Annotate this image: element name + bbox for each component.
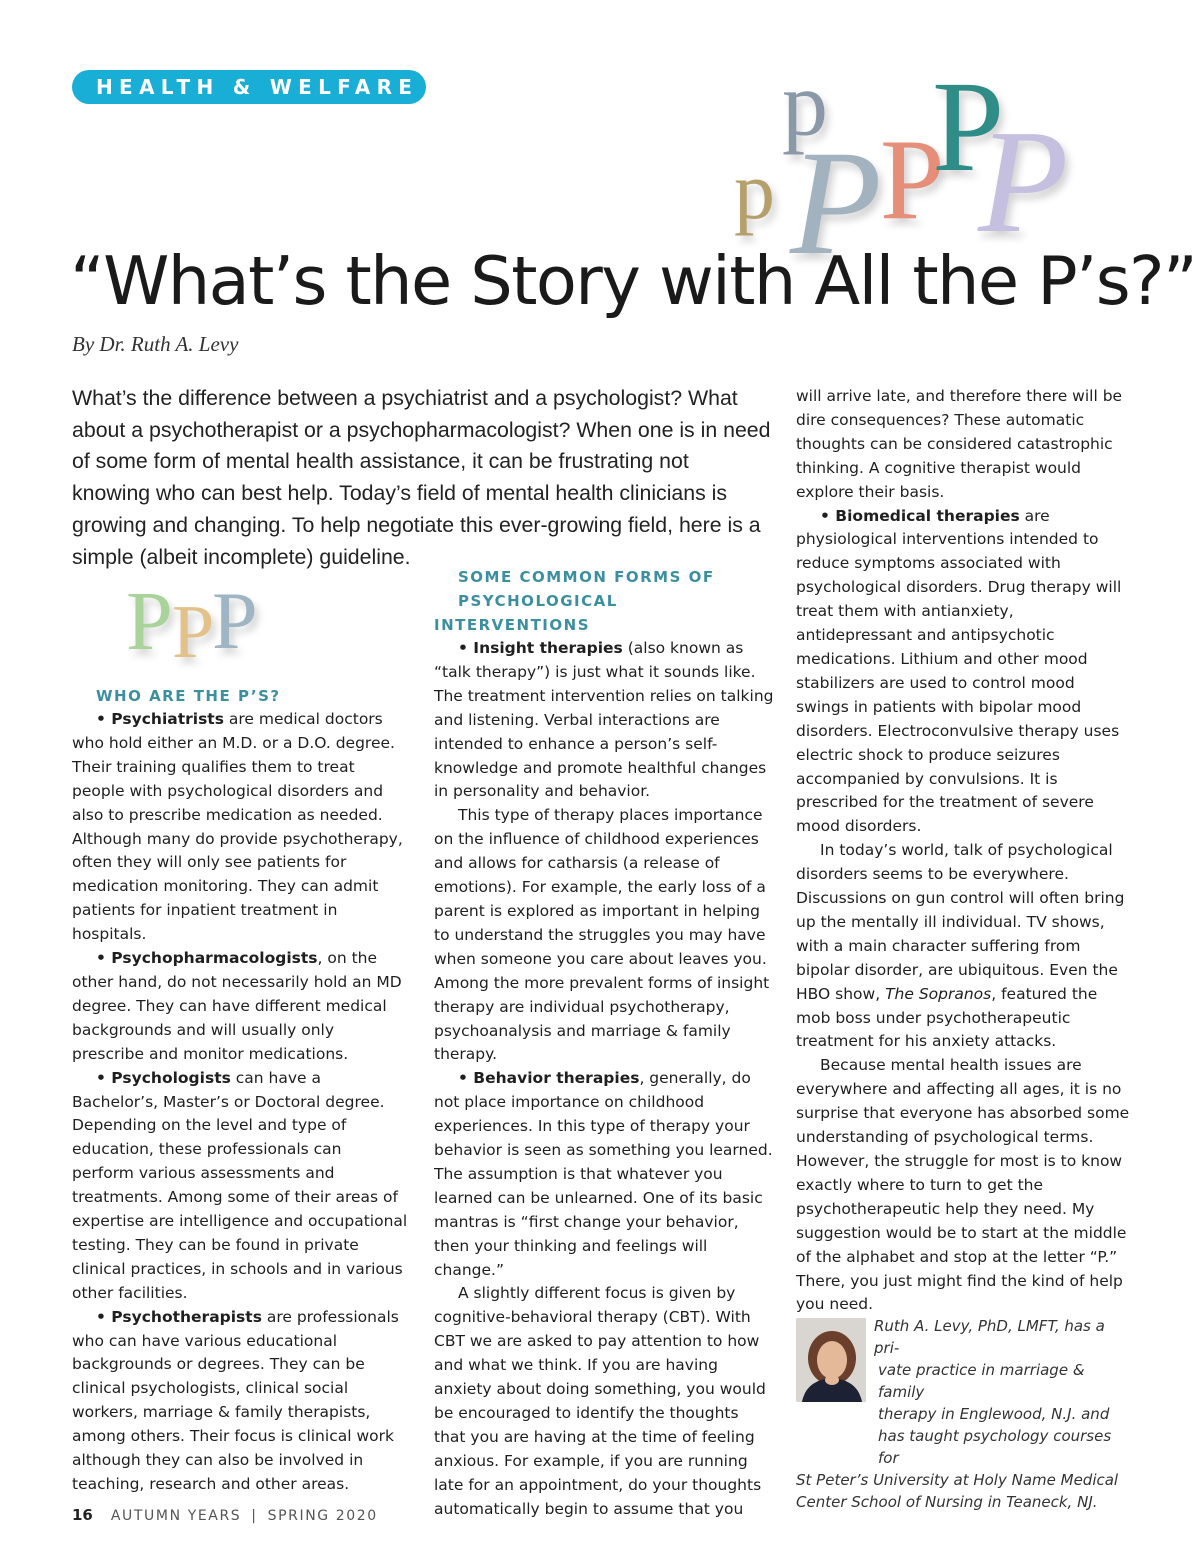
art-letter: P	[172, 590, 215, 674]
show-title: The Sopranos	[885, 984, 992, 1003]
bio-line: vate practice in marriage & family	[878, 1361, 1085, 1401]
art-letter: P	[790, 120, 882, 286]
paragraph-text: (also known as “talk therapy”) is just what it sounds like. The treatment intervention relies on talking and listening. Verbal interactions are intended to enhance a person’s self-knowledge and promote healthful changes in personality and behavior.	[434, 639, 774, 801]
paragraph-text: can have a Bachelor’s, Master’s or Doctoral degree. Depending on the level and type of education, these professionals can perform various assessments and treatments. Among some of their areas of expertise are intelligence and occupational testing. They can be found in private clinical practices, in schools and in various other facilities.	[72, 1068, 408, 1302]
art-letter: P	[126, 575, 173, 668]
paragraph-text: are professionals who can have various educational backgrounds or degrees. They can be clinical psychologists, clinical social workers, marriage & family therapists, among others. Their focus is clinical work although they can also be involved in teaching, research and other areas.	[72, 1307, 399, 1493]
section-heading: PSYCHOLOGICAL INTERVENTIONS	[434, 592, 618, 634]
term: • Biomedical therapies	[820, 506, 1020, 525]
paragraph-text: In today’s world, talk of psychological disorders seems to be everywhere. Discussions on gun control will often bring up the mentally ill individual. TV shows, with a main character suffering from bipolar disorder, are ubiquitous. Even the HBO show,	[796, 841, 1125, 1003]
decorative-p-letters-top	[720, 50, 1120, 286]
publication-name: AUTUMN YEARS	[110, 1508, 242, 1524]
paragraph	[434, 1067, 774, 1282]
column-1	[72, 684, 408, 1497]
page-number: 16	[72, 1506, 93, 1524]
section-label: HEALTH & WELFARE	[72, 70, 426, 104]
paragraph-text: , featured the mob boss under psychotherapeutic treatment for his anxiety attacks.	[796, 984, 1098, 1051]
bio-line: Center School of Nursing in Teaneck, NJ.	[796, 1493, 1098, 1511]
author-photo	[796, 1318, 866, 1402]
paragraph-text: are medical doctors who hold either an M.D. or a D.O. degree. Their training qualifies them to treat people with psychological disorders and also to prescribe medication as needed. Although many do provide psychotherapy, often they will only see patients for medication monitoring. They can admit patients for inpatient treatment in hospitals.	[72, 710, 403, 944]
column-3	[796, 385, 1130, 1317]
author-bio	[796, 1315, 1130, 1513]
footer-separator: |	[251, 1508, 258, 1524]
paragraph-text: , generally, do not place importance on childhood experiences. In this type of therapy your behavior is seen as something you learned. The assumption is that whatever you learned can be unlearned. One of its basic mantras is “first change your behavior, then your thinking and feelings will change.”	[434, 1069, 773, 1279]
term: • Psychiatrists	[96, 710, 224, 728]
paragraph: A slightly different focus is given by cognitive-behavioral therapy (CBT). With CBT we are asked to pay attention to how and what we think. If you are having anxiety about doing something, you would be encouraged to identify the thoughts that you are having at the time of feeling anxious. For example, if you are running late for an appointment, do your thoughts automatically begin to assume that you	[434, 1284, 766, 1518]
section-heading: WHO ARE THE P’S?	[96, 687, 281, 705]
paragraph: will arrive late, and therefore there will be dire consequences? These automatic thoughts can be considered catastrophic thinking. A cognitive therapist would explore their basis.	[796, 387, 1123, 501]
paragraph	[72, 947, 408, 1067]
term: • Psychopharmacologists	[96, 949, 318, 968]
paragraph	[72, 1306, 408, 1497]
intro-paragraph: What’s the difference between a psychiatrist and a psychologist? What about a psychotherapist or a psychopharmacologist? When one is in need of some form of mental health assistance, it can be frustrating not knowing who can best help. Today’s field of mental health clinicians is growing and changing. To help negotiate this ever-growing field, here is a simple (albeit incomplete) guideline.	[72, 386, 771, 569]
art-letter: P	[932, 55, 1005, 199]
article-title: “What’s the Story with All the P’s?”	[70, 242, 1197, 320]
bio-line: Ruth A. Levy, PhD, LMFT, has a pri-	[874, 1317, 1105, 1357]
author-portrait-icon	[796, 1318, 866, 1402]
column-2	[434, 565, 774, 1522]
paragraph	[72, 1067, 408, 1306]
paragraph	[796, 505, 1130, 840]
paragraph	[434, 637, 774, 804]
paragraph: Because mental health issues are everywhere and affecting all ages, it is no surprise that everyone has absorbed some understanding of psychological terms. However, the struggle for most is to know exactly where to turn to get the psychotherapeutic help they need. My suggestion would be to start at the middle of the alphabet and stop at the letter “P.” There, you just might find the kind of help you need.	[796, 1056, 1130, 1314]
art-letter: P	[212, 575, 258, 666]
bio-line: therapy in Englewood, N.J. and	[878, 1405, 1110, 1423]
paragraph-text: are physiological interventions intended to reduce symptoms associated with psychological disorders. Drug therapy will treat them with antianxiety, antidepressant and antipsychotic medications. Lithium and other mood stabilizers are used to control mood swings in patients with bipolar mood disorders. Electroconvulsive therapy uses electric shock to produce seizures accompanied by convulsions. It is prescribed for the treatment of severe mood disorders.	[796, 506, 1122, 836]
term: • Psychotherapists	[96, 1307, 262, 1326]
art-letter: P	[880, 116, 945, 244]
page-footer	[72, 1506, 378, 1524]
term: • Psychologists	[96, 1068, 231, 1087]
art-letter: p	[734, 145, 775, 236]
bio-line: has taught psychology courses for	[878, 1427, 1112, 1467]
paragraph	[796, 839, 1130, 1054]
byline: By Dr. Ruth A. Levy	[72, 332, 239, 356]
art-letter: p	[782, 53, 828, 155]
art-letter: P	[978, 100, 1069, 264]
paragraph: This type of therapy places importance on the influence of childhood experiences and allows for catharsis (a release of emotions). For example, the early loss of a parent is explored as important in helping to understand the struggles you may have when someone you care about leaves you. Among the more prevalent forms of insight therapy are individual psychotherapy, psychoanalysis and marriage & family therapy.	[434, 806, 770, 1064]
paragraph	[72, 708, 408, 947]
term: • Insight therapies	[458, 639, 623, 657]
term: • Behavior therapies	[458, 1069, 640, 1088]
bio-line: St Peter’s University at Holy Name Medical	[796, 1471, 1119, 1489]
issue-date: SPRING 2020	[267, 1508, 378, 1524]
section-heading: SOME COMMON FORMS OF	[458, 568, 715, 586]
paragraph-text: , on the other hand, do not necessarily hold an MD degree. They can have different medical backgrounds and will usually only prescribe and monitor medications.	[72, 949, 402, 1063]
decorative-p-letters-mid	[126, 575, 306, 680]
